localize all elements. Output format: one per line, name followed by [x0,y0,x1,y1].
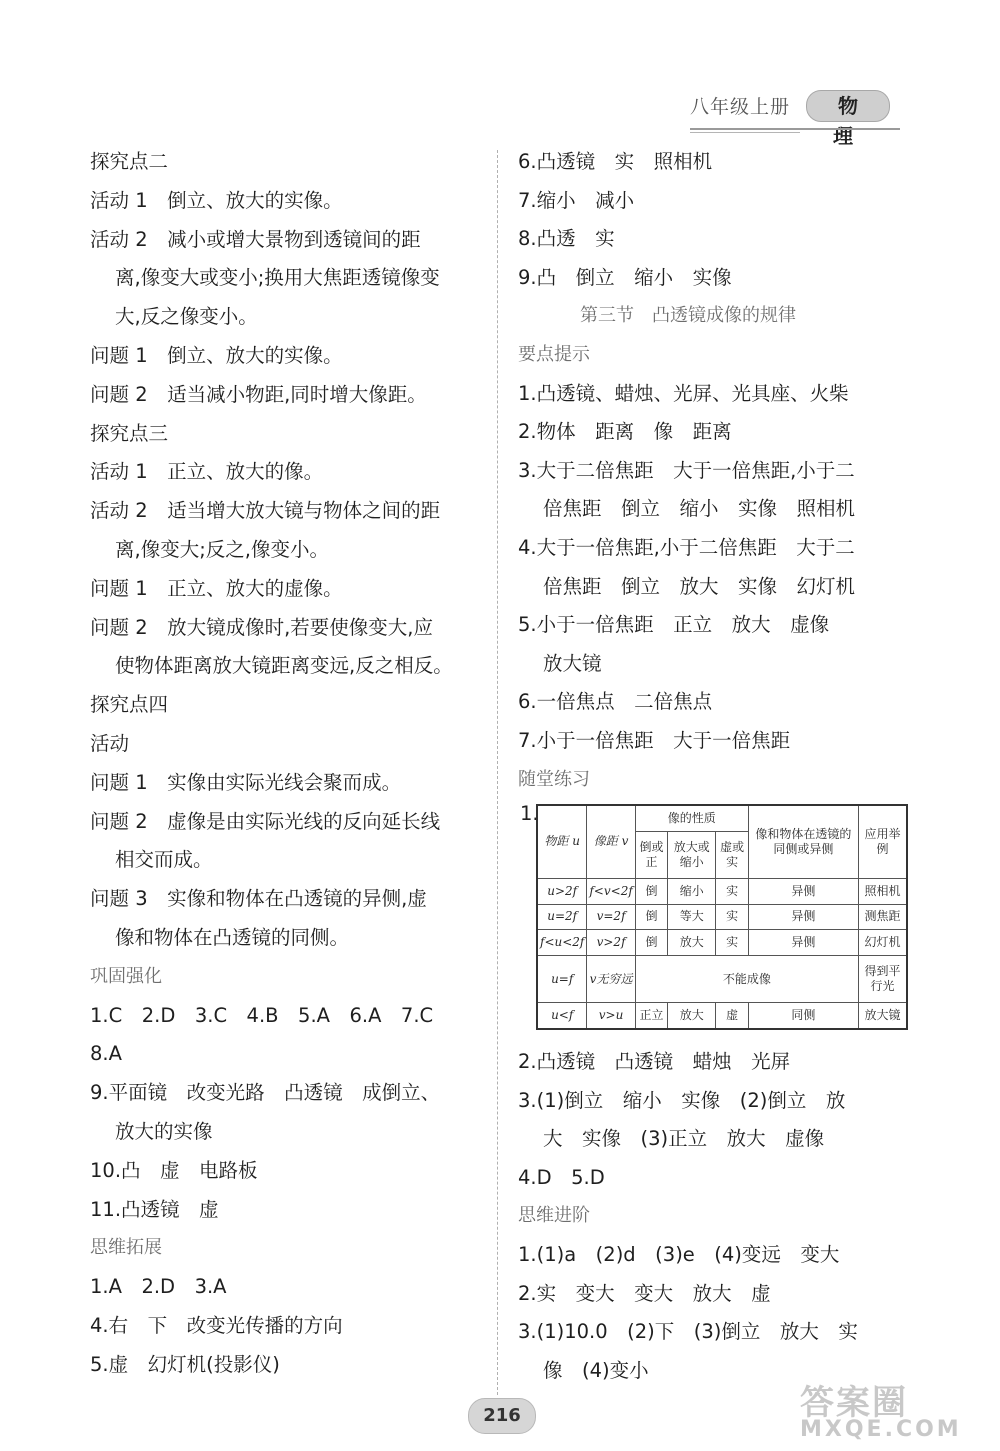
answer-line: 7.小于一倍焦距 大于一倍焦距 [518,729,791,752]
answer-line: 问题 2 放大镜成像时,若要使像变大,应 [90,615,434,639]
answer-line: 6.一倍焦点 二倍焦点 [518,690,713,714]
table-row [537,904,907,930]
answer-line: 1.凸透镜、蜡烛、光屏、光具座、火柴 [518,381,849,405]
section-heading: 巩固强化 [90,965,162,987]
cell-app: 照相机 [858,878,907,904]
cell-v: f<v<2f [587,878,635,904]
answer-line: 问题 1 倒立、放大的实像。 [90,344,343,367]
answer-line: 问题 3 实像和物体在凸透镜的异侧,虚 [90,887,427,911]
answer-line: 6.凸透镜 实 照相机 [518,150,713,173]
answer-line: 问题 1 实像由实际光线会聚而成。 [90,770,402,794]
answer-line: 8.A [90,1042,122,1066]
answer-line: 2.凸透镜 凸透镜 蜡烛 光屏 [518,1050,791,1073]
answer-line: 1.C 2.D 3.C 4.B 5.A 6.A 7.C [90,1003,434,1027]
table-row [537,930,907,956]
cell-orient: 正立 [635,1003,668,1029]
answer-line: 离,像变大;反之,像变小。 [115,538,329,561]
cell-real: 实 [716,878,749,904]
th-orientation: 倒或正 [635,831,668,878]
section-heading: 思维拓展 [90,1237,162,1259]
cell-orient: 倒 [635,904,668,930]
question-number: 1. [520,802,539,825]
answer-line: 活动 1 倒立、放大的实像。 [90,188,343,212]
header-rule [690,128,900,130]
section-heading: 探究点三 [90,421,169,445]
cell-size: 缩小 [668,878,716,904]
cell-u: u=2f [537,904,587,930]
th-image-properties: 像的性质 [635,805,748,831]
answer-line: 3.大于二倍焦距 大于一倍焦距,小于二 [518,458,855,482]
section-heading: 探究点二 [90,150,169,173]
header-rule-sub [690,132,800,133]
cell-side: 同侧 [748,1003,858,1029]
cell-app: 幻灯机 [858,930,907,956]
watermark-url: MXQE.COM [800,1417,962,1442]
cell-side: 异侧 [748,878,858,904]
cell-size: 放大 [668,930,716,956]
answer-line: 10.凸 虚 电路板 [90,1158,258,1182]
answer-line: 3.(1)10.0 (2)下 (3)倒立 放大 实 [518,1320,858,1344]
cell-side: 异侧 [748,904,858,930]
cell-app: 得到平行光 [858,955,907,1002]
answer-line: 9.凸 倒立 缩小 实像 [518,265,732,289]
answer-line: 1.(1)a (2)d (3)e (4)变远 变大 [518,1243,840,1266]
cell-size: 放大 [668,1003,716,1029]
answer-line: 放大的实像 [115,1120,213,1143]
th-application: 应用举例 [858,805,907,878]
answer-line: 问题 2 适当减小物距,同时增大像距。 [90,382,427,406]
answer-line: 2.物体 距离 像 距离 [518,420,732,444]
table-row [537,955,907,1002]
cell-orient: 倒 [635,930,668,956]
answer-line: 7.缩小 减小 [518,188,635,212]
table-row [537,1003,907,1029]
answer-line: 活动 1 正立、放大的像。 [90,460,324,484]
answer-line: 放大镜 [543,651,602,675]
answer-line: 大 实像 (3)正立 放大 虚像 [543,1127,825,1151]
answer-line: 使物体距离放大镜距离变远,反之相反。 [115,654,453,678]
section-heading: 思维进阶 [518,1205,590,1227]
cell-side: 异侧 [748,930,858,956]
th-real-virtual: 虚或实 [716,831,749,878]
cell-no-image: 不能成像 [635,955,858,1002]
table-row [537,878,907,904]
lens-image-table [536,804,908,1030]
grade-label: 八年级上册 [690,96,791,118]
answer-line: 4.D 5.D [518,1165,605,1189]
cell-orient: 倒 [635,878,668,904]
answer-line: 5.小于一倍焦距 正立 放大 虚像 [518,613,830,637]
th-size: 放大或缩小 [668,831,716,878]
answer-line: 1.A 2.D 3.A [90,1275,227,1299]
cell-real: 实 [716,930,749,956]
answer-line: 4.大于一倍焦距,小于二倍焦距 大于二 [518,536,855,559]
cell-u: u>2f [537,878,587,904]
th-image-distance: 像距 v [587,805,635,878]
watermark-logo [800,1375,970,1440]
answer-line: 问题 2 虚像是由实际光线的反向延长线 [90,809,441,833]
answer-line: 像和物体在凸透镜的同侧。 [115,926,350,949]
answer-line: 活动 [90,732,130,755]
cell-size: 等大 [668,904,716,930]
cell-app: 测焦距 [858,904,907,930]
th-side: 像和物体在透镜的同侧或异侧 [748,805,858,878]
answer-line: 大,反之像变小。 [115,305,258,329]
section-heading: 要点提示 [518,344,590,365]
section-heading: 第三节 凸透镜成像的规律 [580,305,796,327]
answer-line: 3.(1)倒立 缩小 实像 (2)倒立 放 [518,1088,846,1112]
cell-v: v=2f [587,904,635,930]
column-divider [497,150,498,1395]
answer-line: 倍焦距 倒立 缩小 实像 照相机 [543,497,856,521]
answer-line: 活动 2 减小或增大景物到透镜间的距 [90,227,421,251]
answer-line: 倍焦距 倒立 放大 实像 幻灯机 [543,574,856,598]
answer-line: 离,像变大或变小;换用大焦距透镜像变 [115,266,440,290]
section-heading: 探究点四 [90,693,169,717]
cell-v: v无穷远 [587,955,635,1002]
cell-real: 虚 [716,1003,749,1029]
answer-line: 相交而成。 [115,848,213,872]
answer-line: 2.实 变大 变大 放大 虚 [518,1281,771,1305]
section-heading: 随堂练习 [518,768,590,790]
cell-v: v>u [587,1003,635,1029]
answer-line: 活动 2 适当增大放大镜与物体之间的距 [90,499,441,523]
cell-u: f<u<2f [537,930,587,956]
answer-line: 问题 1 正立、放大的虚像。 [90,576,343,600]
answer-line: 8.凸透 实 [518,227,615,251]
th-object-distance: 物距 u [537,805,587,878]
page-number: 216 [468,1398,536,1434]
answer-line: 11.凸透镜 虚 [90,1197,219,1221]
cell-v: v>2f [587,930,635,956]
watermark-text: 答案圈 [800,1383,908,1423]
answer-line: 像 (4)变小 [543,1358,649,1382]
answer-line: 5.虚 幻灯机(投影仪) [90,1352,280,1376]
cell-u: u<f [537,1003,587,1029]
image-properties-table-block [518,800,918,1035]
cell-u: u=f [537,955,587,1002]
page-header [690,88,905,148]
subject-badge: 物 理 [806,90,890,122]
cell-app: 放大镜 [858,1003,907,1029]
answer-line: 4.右 下 改变光传播的方向 [90,1314,343,1337]
answer-line: 9.平面镜 改变光路 凸透镜 成倒立、 [90,1081,441,1105]
cell-real: 实 [716,904,749,930]
